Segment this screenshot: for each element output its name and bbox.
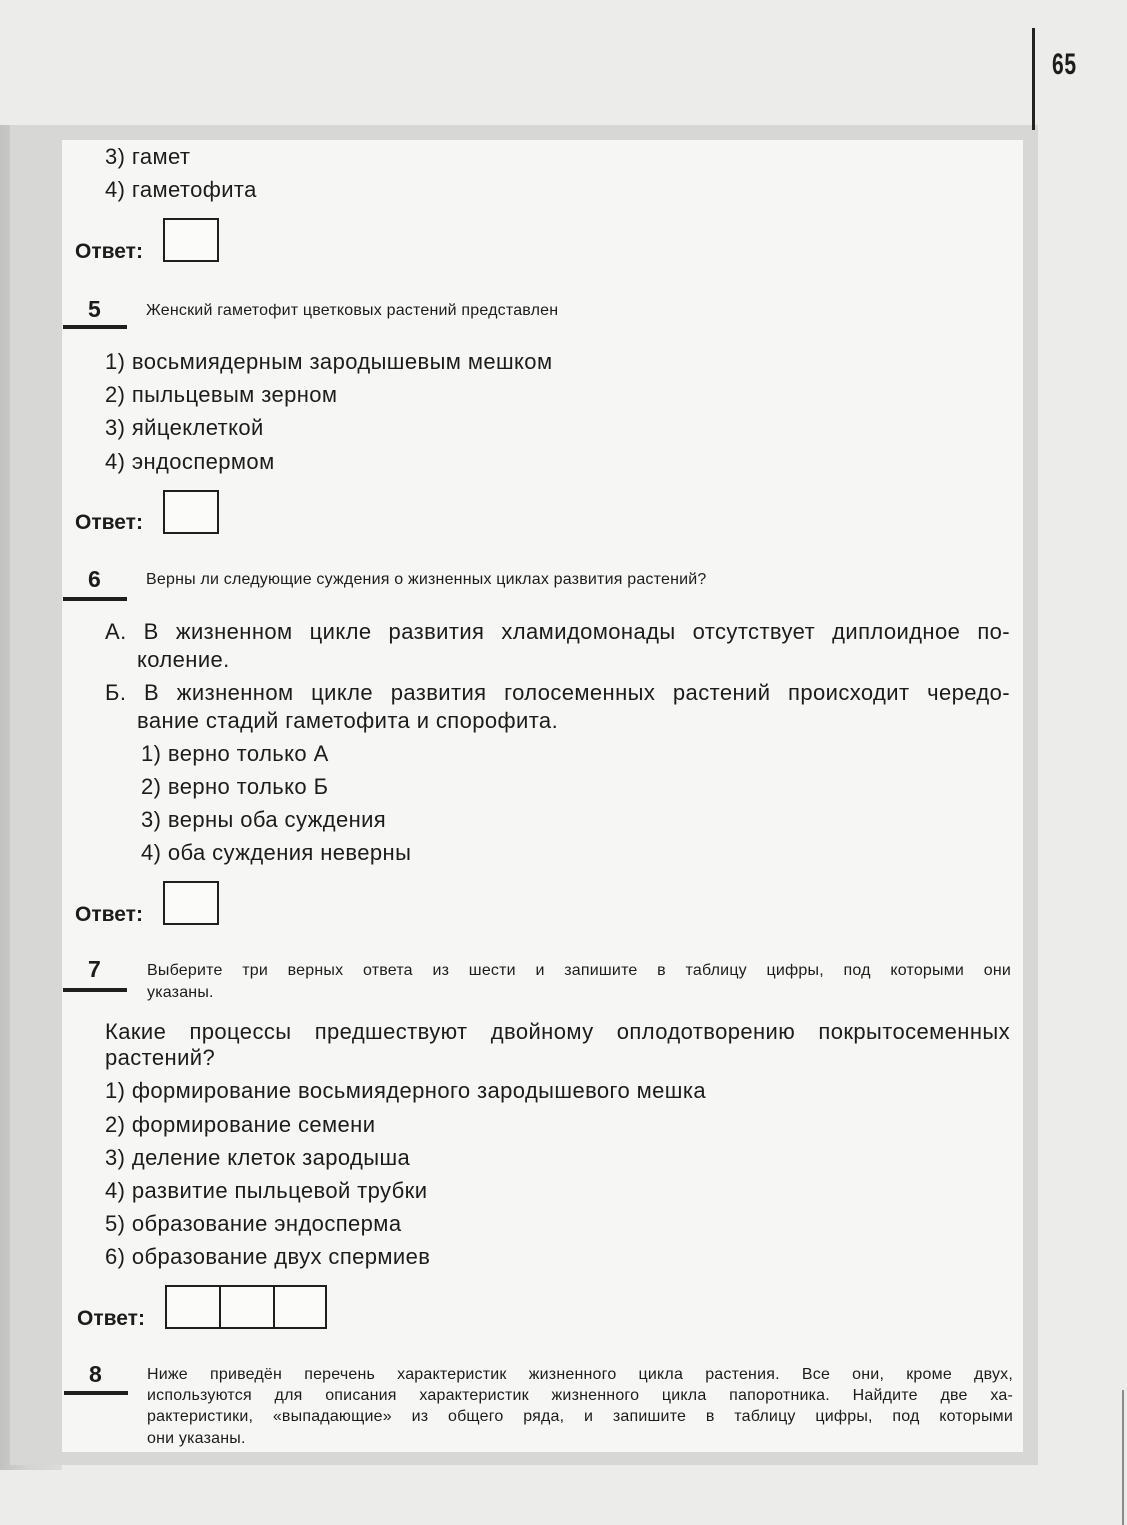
q7-answer-cell-3[interactable] (273, 1285, 327, 1329)
q7-instruction-line2: указаны. (147, 984, 214, 1001)
q6-option-1: 1) верно только А (141, 741, 329, 766)
q7-number: 7 (88, 956, 101, 982)
q7-answer-cell-1[interactable] (165, 1285, 221, 1329)
q7-question-line1: Какие процессы предшествуют двойному оплодотворению покрытосеменных (105, 1019, 1010, 1044)
q6-option-2: 2) верно только Б (141, 774, 329, 799)
q4-answer-box[interactable] (163, 218, 219, 262)
q6-statement-b-line1: Б. В жизненном цикле развития голосеменных растений происходит чередо- (105, 680, 1010, 705)
q6-answer-box[interactable] (163, 881, 219, 925)
q5-number: 5 (88, 296, 101, 322)
q7-option-4: 4) развитие пыльцевой трубки (105, 1178, 428, 1203)
q7-question-line2: растений? (105, 1045, 216, 1070)
q7-option-3: 3) деление клеток зародыша (105, 1145, 411, 1170)
q6-answer-label: Ответ: (75, 903, 143, 926)
right-margin-line (1122, 1390, 1124, 1525)
q4-option-4: 4) гаметофита (105, 177, 257, 202)
q5-option-4: 4) эндоспермом (105, 449, 275, 474)
q5-option-2: 2) пыльцевым зерном (105, 382, 338, 407)
q6-statement-b-line2: вание стадий гаметофита и спорофита. (137, 708, 559, 733)
q7-answer-cell-2[interactable] (219, 1285, 275, 1329)
q8-text-line3: рактеристики, «выпадающие» из общего ряда, и запишите в таблицу цифры, под которыми (147, 1408, 1013, 1425)
q6-statement-a-line1: А. В жизненном цикле развития хламидомонады отсутствует диплоидное по- (105, 619, 1010, 644)
q5-option-3: 3) яйцеклеткой (105, 415, 264, 440)
q4-option-3: 3) гамет (105, 144, 191, 169)
q8-number-underline (64, 1391, 128, 1395)
q6-option-3: 3) верны оба суждения (141, 807, 387, 832)
q5-number-underline (63, 325, 127, 329)
q7-option-2: 2) формирование семени (105, 1112, 376, 1137)
q7-answer-label: Ответ: (77, 1307, 145, 1330)
q4-answer-label: Ответ: (75, 240, 143, 263)
q5-question: Женский гаметофит цветковых растений представлен (146, 302, 559, 319)
q8-text-line4: они указаны. (147, 1430, 246, 1447)
q6-option-4: 4) оба суждения неверны (141, 840, 412, 865)
q5-answer-label: Ответ: (75, 511, 143, 534)
q5-answer-box[interactable] (163, 490, 219, 534)
q7-option-1: 1) формирование восьмиядерного зародышевого мешка (105, 1078, 706, 1103)
q7-option-6: 6) образование двух спермиев (105, 1244, 431, 1269)
q6-number-underline (63, 597, 127, 601)
q7-option-5: 5) образование эндосперма (105, 1211, 402, 1236)
page-number: 65 (1052, 48, 1077, 81)
q5-option-1: 1) восьмиядерным зародышевым мешком (105, 349, 553, 374)
q7-instruction-line1: Выберите три верных ответа из шести и запишите в таблицу цифры, под которыми они (147, 962, 1011, 979)
q8-number: 8 (89, 1361, 102, 1387)
q6-question: Верны ли следующие суждения о жизненных циклах развития растений? (146, 571, 707, 588)
q6-statement-a-line2: коление. (137, 647, 230, 672)
header-rule (1032, 28, 1035, 130)
q6-number: 6 (88, 566, 101, 592)
q7-number-underline (63, 988, 127, 992)
q8-text-line1: Ниже приведён перечень характеристик жизненного цикла растения. Все они, кроме двух, (147, 1366, 1013, 1383)
q8-text-line2: используются для описания характеристик жизненного цикла папоротника. Найдите две ха- (147, 1387, 1013, 1404)
